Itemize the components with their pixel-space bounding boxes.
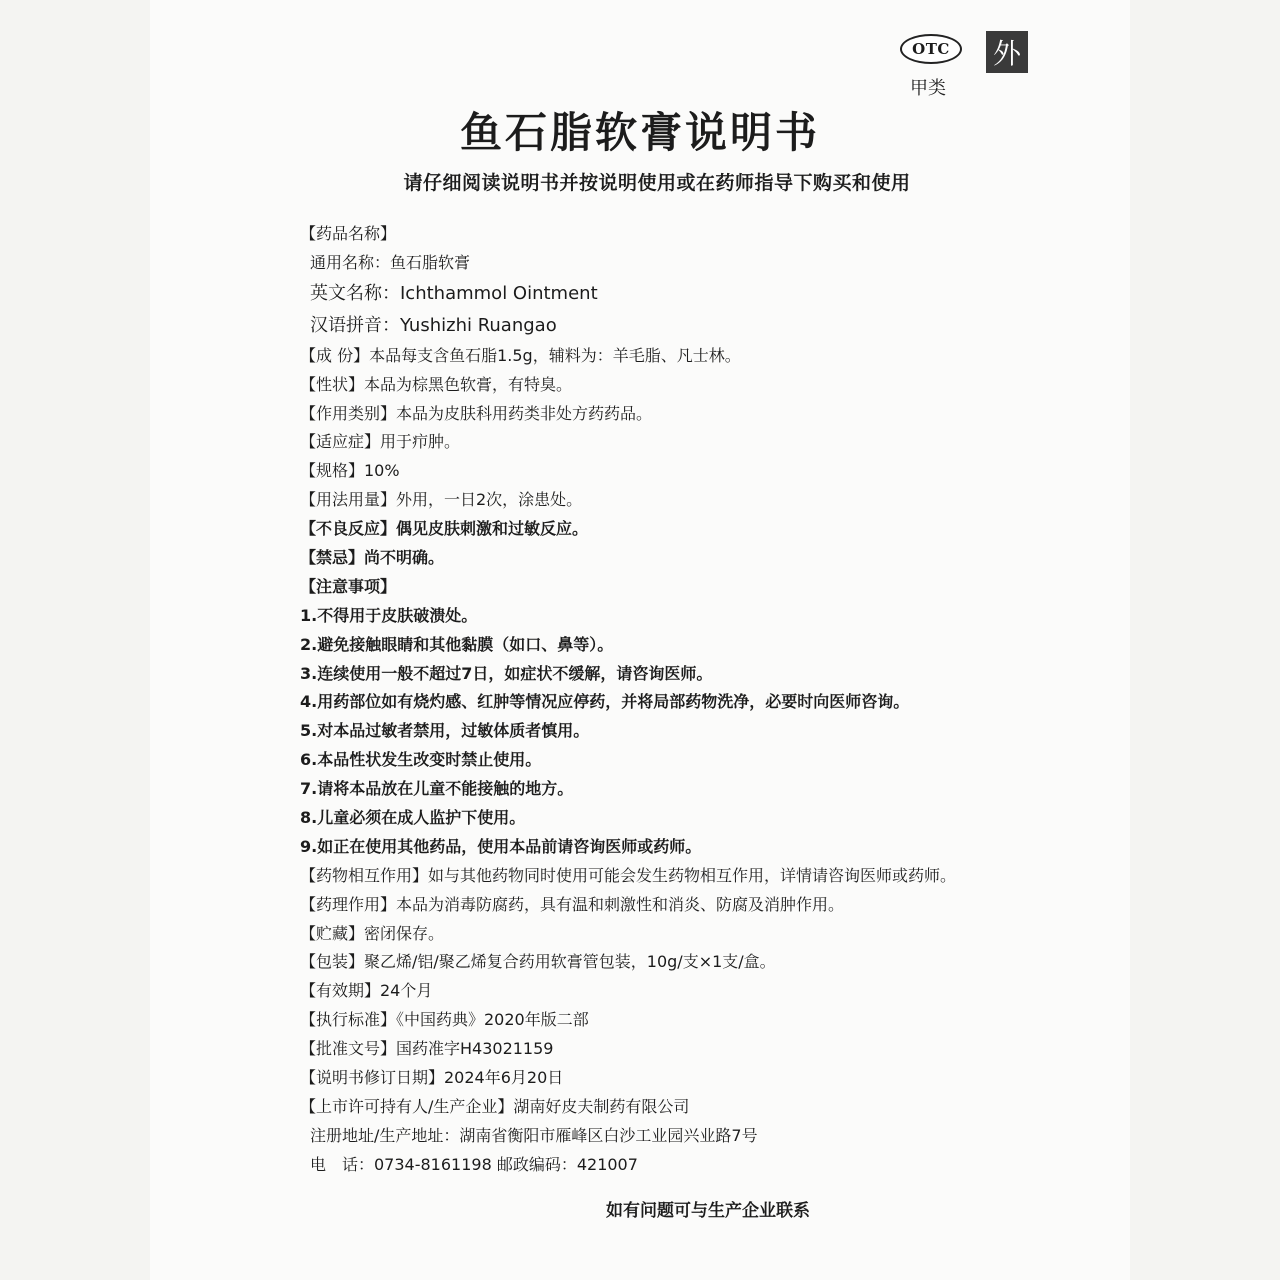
section-specification: 【规格】10% bbox=[300, 461, 400, 481]
external-use-badge: 外 bbox=[986, 31, 1028, 73]
section-adverse-reactions: 【不良反应】偶见皮肤刺激和过敏反应。 bbox=[300, 519, 589, 539]
section-revision-date: 【说明书修订日期】2024年6月20日 bbox=[300, 1068, 564, 1088]
english-name: 英文名称：Ichthammol Ointment bbox=[310, 282, 598, 304]
precaution-item: 6.本品性状发生改变时禁止使用。 bbox=[300, 750, 542, 770]
section-ingredients: 【成 份】本品每支含鱼石脂1.5g，辅料为：羊毛脂、凡士林。 bbox=[300, 345, 741, 365]
otc-badge: OTC bbox=[900, 34, 962, 64]
section-precautions-heading: 【注意事项】 bbox=[300, 576, 397, 596]
manufacturer-contact: 电 话：0734-8161198 邮政编码：421007 bbox=[310, 1154, 638, 1174]
otc-class-label: 甲类 bbox=[910, 78, 946, 99]
section-category: 【作用类别】本品为皮肤科用药类非处方药药品。 bbox=[300, 403, 653, 423]
leaflet-body bbox=[300, 220, 1080, 1180]
precaution-item: 2.避免接触眼睛和其他黏膜（如口、鼻等）。 bbox=[300, 634, 614, 654]
precaution-item: 5.对本品过敏者禁用，过敏体质者慎用。 bbox=[300, 721, 590, 741]
document-subtitle: 请仔细阅读说明书并按说明使用或在药师指导下购买和使用 bbox=[403, 172, 911, 194]
section-dosage: 【用法用量】外用，一日2次，涂患处。 bbox=[300, 490, 583, 510]
section-contraindications: 【禁忌】尚不明确。 bbox=[300, 548, 445, 568]
precaution-item: 4.用药部位如有烧灼感、红肿等情况应停药，并将局部药物洗净，必要时向医师咨询。 bbox=[300, 692, 910, 712]
section-drug-name-heading: 【药品名称】 bbox=[300, 224, 397, 243]
generic-name: 通用名称：鱼石脂软膏 bbox=[310, 252, 471, 272]
section-properties: 【性状】本品为棕黑色软膏，有特臭。 bbox=[300, 374, 573, 394]
precaution-item: 3.连续使用一般不超过7日，如症状不缓解，请咨询医师。 bbox=[300, 663, 713, 683]
precaution-item: 7.请将本品放在儿童不能接触的地方。 bbox=[300, 779, 574, 799]
section-interactions: 【药物相互作用】如与其他药物同时使用可能会发生药物相互作用，详情请咨询医师或药师。 bbox=[300, 865, 957, 885]
precaution-item: 1.不得用于皮肤破溃处。 bbox=[300, 605, 478, 625]
precaution-item: 9.如正在使用其他药品，使用本品前请咨询医师或药师。 bbox=[300, 836, 702, 856]
section-approval-number: 【批准文号】国药准字H43021159 bbox=[300, 1039, 554, 1059]
section-manufacturer: 【上市许可持有人/生产企业】湖南好皮夫制药有限公司 bbox=[300, 1096, 690, 1116]
footer-note: 如有问题可与生产企业联系 bbox=[606, 1201, 810, 1221]
section-pharmacology: 【药理作用】本品为消毒防腐药，具有温和刺激性和消炎、防腐及消肿作用。 bbox=[300, 894, 845, 914]
section-packaging: 【包装】聚乙烯/铝/聚乙烯复合药用软膏管包装，10g/支×1支/盒。 bbox=[300, 952, 776, 972]
section-shelf-life: 【有效期】24个月 bbox=[300, 981, 433, 1001]
pinyin-name: 汉语拼音：Yushizhi Ruangao bbox=[310, 314, 557, 336]
section-indications: 【适应症】用于疖肿。 bbox=[300, 432, 461, 452]
document-title: 鱼石脂软膏说明书 bbox=[459, 108, 820, 157]
precaution-item: 8.儿童必须在成人监护下使用。 bbox=[300, 808, 526, 828]
section-standard: 【执行标准】《中国药典》2020年版二部 bbox=[300, 1010, 589, 1030]
manufacturer-address: 注册地址/生产地址：湖南省衡阳市雁峰区白沙工业园兴业路7号 bbox=[310, 1125, 758, 1145]
section-storage: 【贮藏】密闭保存。 bbox=[300, 923, 445, 943]
